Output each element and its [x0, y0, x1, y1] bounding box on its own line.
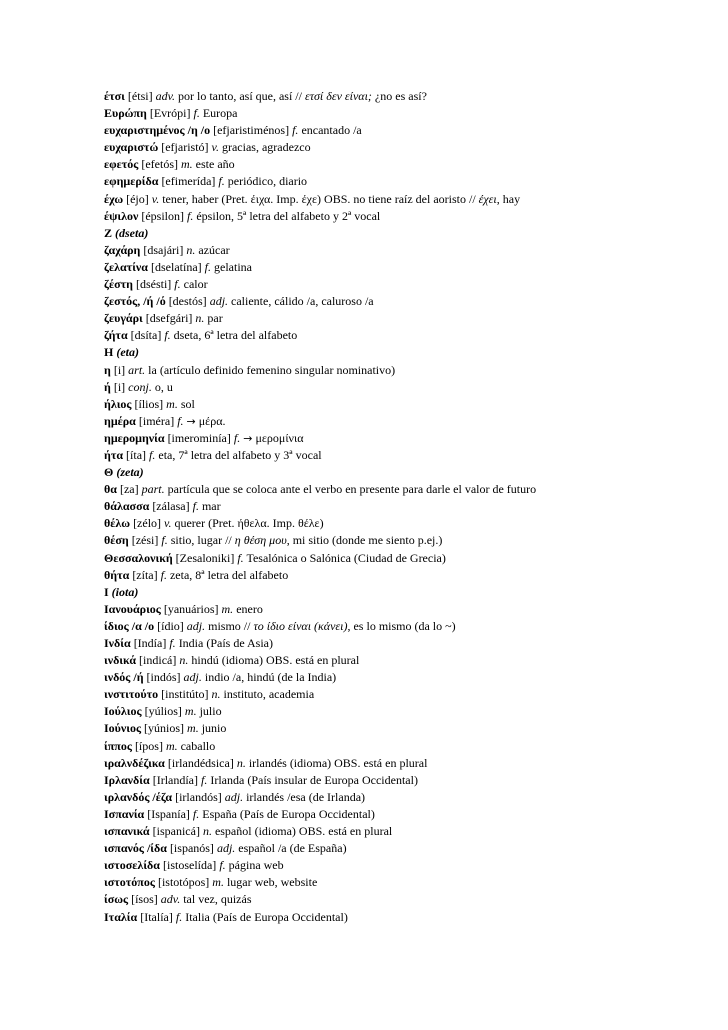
dictionary-entry — [104, 823, 619, 840]
entry-text: [zélo] — [130, 516, 165, 531]
entry-text: , mi sitio (donde me siento p.ej.) — [286, 533, 443, 548]
entry-text: mar — [198, 499, 221, 514]
dictionary-entry — [104, 105, 619, 122]
dictionary-entry — [104, 413, 619, 430]
letter-name: (iota) — [111, 584, 139, 599]
headword: θέση — [104, 533, 129, 548]
dictionary-entry — [104, 293, 619, 310]
headword: Ι — [104, 584, 109, 599]
entry-text: [étsi] — [124, 89, 156, 103]
italic-text: adv. — [155, 89, 175, 103]
dictionary-entry — [104, 840, 619, 857]
headword: ζέστη — [104, 277, 133, 292]
entry-text: Europa — [199, 106, 238, 121]
entry-text: tener, haber (Pret. έιχα. Imp. έχε) OBS. no tiene raíz del aoristo // — [159, 191, 479, 206]
italic-text: η θέση μου — [234, 533, 287, 548]
entry-text: partícula que se coloca ante el verbo en presente para darle el valor de futuro — [164, 482, 537, 497]
dictionary-entry — [104, 550, 619, 567]
dictionary-entry — [104, 310, 619, 327]
italic-text: m. — [184, 704, 197, 719]
headword: Θεσσαλονική — [104, 550, 173, 565]
headword: Ιρλανδία — [104, 772, 150, 787]
dictionary-entry — [104, 772, 619, 789]
entry-text: Italia (País de Europa Occidental) — [182, 909, 348, 924]
italic-text: art. — [128, 362, 146, 377]
entry-text: querer (Pret. ήθελα. Imp. θέλε) — [171, 516, 324, 531]
entry-text: [dselatína] — [148, 259, 205, 274]
italic-text: part. — [141, 482, 165, 497]
entry-text: [yanuários] — [160, 601, 222, 616]
entry-text: [éjo] — [123, 191, 152, 206]
dictionary-entry — [104, 567, 619, 584]
dictionary-entry — [104, 738, 619, 755]
entry-text: zeta, 8ª letra del alfabeto — [166, 567, 289, 582]
dictionary-entry — [104, 857, 619, 874]
entry-text: Tesalónica o Salónica (Ciudad de Grecia) — [243, 550, 446, 565]
entry-text: gelatina — [211, 259, 252, 274]
entry-text: instituto, academia — [220, 687, 315, 702]
headword: Ιούλιος — [104, 704, 142, 719]
entry-text: irlandés (idioma) OBS. está en plural — [245, 755, 428, 770]
italic-text: n. — [211, 687, 221, 702]
headword: ινδικά — [104, 653, 137, 668]
entry-text: por lo tanto, así que, así // — [175, 89, 305, 103]
headword: ίδιος /α /ο — [104, 618, 155, 633]
dictionary-entry — [104, 173, 619, 190]
italic-text: n. — [202, 824, 212, 839]
entry-text: hindú (idioma) OBS. está en plural — [188, 653, 360, 668]
dictionary-entry — [104, 720, 619, 737]
entry-text: mismo // — [205, 618, 254, 633]
entry-text: gracias, agradezco — [218, 140, 311, 155]
headword: ίσως — [104, 892, 129, 907]
italic-text: f. — [201, 772, 208, 787]
italic-text: m. — [187, 721, 199, 736]
headword: ινστιτούτο — [104, 687, 159, 702]
headword: Ισπανία — [104, 806, 145, 821]
headword: Ινδία — [104, 636, 131, 650]
headword: ιρλανδός /έζα — [104, 789, 173, 804]
entry-text: [íta] — [123, 447, 150, 462]
entry-text: [dsajári] — [140, 242, 187, 257]
entry-text: μερομίνια — [252, 430, 304, 445]
entry-text: [irlandós] — [172, 789, 225, 804]
entry-text: μέρα. — [195, 413, 226, 428]
italic-text: f. — [169, 636, 176, 650]
italic-text: v. — [164, 516, 172, 531]
dictionary-entry — [104, 669, 619, 686]
headword: έψιλον — [104, 208, 139, 223]
entry-text: caballo — [177, 738, 216, 753]
entry-text: [épsilon] — [138, 208, 188, 223]
entry-text: [destós] — [165, 294, 210, 309]
italic-text: conj. — [128, 379, 152, 394]
entry-text: [indicá] — [136, 653, 180, 668]
entry-text: azúcar — [195, 242, 230, 257]
letter-name: (eta) — [116, 345, 139, 360]
italic-text: v. — [151, 191, 160, 206]
headword: ίππος — [104, 738, 132, 753]
entry-text: [istotópos] — [154, 875, 213, 890]
italic-text: έχει — [478, 191, 497, 206]
entry-text: o, u — [151, 379, 173, 394]
dictionary-entry — [104, 156, 619, 173]
entry-text: [imerominía] — [164, 430, 234, 445]
headword: ζελατίνα — [104, 259, 148, 274]
dictionary-entry — [104, 225, 619, 242]
letter-name: (zeta) — [116, 465, 144, 480]
dictionary-entry — [104, 498, 619, 515]
italic-text: f. — [292, 123, 299, 138]
italic-text: f. — [219, 858, 226, 873]
italic-text: f. — [174, 277, 181, 292]
entry-text: [ispanós] — [166, 841, 217, 856]
italic-text: f. — [192, 499, 199, 514]
entry-text: [Irlandía] — [149, 772, 202, 787]
headword: εφετός — [104, 157, 139, 172]
entry-text: caliente, cálido /a, caluroso /a — [228, 294, 374, 309]
entry-text: [za] — [116, 482, 142, 497]
entry-text: [zési] — [128, 533, 162, 548]
headword: ήτα — [104, 447, 124, 462]
dictionary-entry — [104, 601, 619, 618]
italic-text: f. — [204, 259, 211, 274]
dictionary-entry — [104, 191, 619, 208]
dictionary-entry — [104, 396, 619, 413]
entry-text: indio /a, hindú (de la India) — [201, 670, 337, 685]
entry-text: [efetós] — [138, 157, 181, 172]
headword: ευχαριστημένος /η /ο — [104, 123, 211, 138]
dictionary-entry — [104, 652, 619, 669]
dictionary-entry — [104, 379, 619, 396]
entry-text: dseta, 6ª letra del alfabeto — [170, 328, 298, 343]
entry-text: calor — [180, 277, 208, 292]
headword: ή — [104, 379, 111, 394]
entry-text: [ípos] — [131, 738, 166, 753]
headword: ιραλνδέζικα — [104, 755, 165, 770]
headword: Ιούνιος — [104, 721, 142, 736]
headword: θάλασσα — [104, 499, 150, 514]
dictionary-entry — [104, 481, 619, 498]
italic-text: adj. — [186, 618, 206, 633]
dictionary-entry — [104, 789, 619, 806]
dictionary-entry — [104, 806, 619, 823]
italic-text: f. — [187, 208, 194, 223]
entry-text: [irlandédsica] — [164, 755, 237, 770]
italic-text: adj. — [224, 789, 244, 804]
entry-text: [iméra] — [135, 413, 178, 428]
entry-text: [yúlios] — [141, 704, 185, 719]
dictionary-entry — [104, 259, 619, 276]
dictionary-entry — [104, 139, 619, 156]
entry-text: este año — [192, 157, 235, 172]
entry-text: [ispanicá] — [149, 824, 203, 839]
dictionary-entry — [104, 122, 619, 139]
dictionary-entry — [104, 327, 619, 344]
headword: ισπανός /ίδα — [104, 841, 167, 856]
headword: ημερομηνία — [104, 430, 165, 445]
entry-text: [ísos] — [128, 892, 161, 907]
dictionary-entry — [104, 686, 619, 703]
headword: ημέρα — [104, 413, 136, 428]
italic-text: f. — [160, 567, 167, 582]
headword: ευχαριστώ — [104, 140, 159, 155]
italic-text: m. — [165, 738, 178, 753]
entry-text: [dsésti] — [132, 277, 175, 292]
arrow-icon: → — [186, 414, 196, 428]
dictionary-entry — [104, 362, 619, 379]
italic-text: f. — [192, 806, 200, 821]
italic-text: n. — [186, 242, 196, 257]
entry-text: , hay — [496, 191, 521, 206]
entry-text: [efimerída] — [158, 174, 219, 189]
dictionary-entry — [104, 208, 619, 225]
entry-text: [zíta] — [129, 567, 161, 582]
dictionary-entry — [104, 447, 619, 464]
entry-text: épsilon, 5ª letra del alfabeto y 2ª vocal — [193, 208, 381, 223]
headword: έχω — [104, 191, 124, 206]
entry-text: [efjaristó] — [158, 140, 212, 155]
italic-text: v. — [211, 140, 219, 155]
headword: Η — [104, 345, 114, 360]
headword: ζήτα — [104, 328, 128, 343]
dictionary-entry — [104, 584, 619, 601]
entry-text: [efjaristiménos] — [210, 123, 293, 138]
entry-text: [ídio] — [154, 618, 187, 633]
italic-text: adj. — [183, 670, 202, 685]
headword: ινδός /ή — [104, 670, 144, 685]
italic-text: adj. — [216, 841, 236, 856]
italic-text: m. — [212, 875, 224, 890]
headword: Θ — [104, 465, 114, 480]
dictionary-entry — [104, 755, 619, 772]
italic-text: m. — [221, 601, 234, 616]
dictionary-entry — [104, 88, 619, 105]
entry-text: [institúto] — [158, 687, 212, 702]
headword: Ιανουάριος — [104, 601, 161, 616]
headword: εφημερίδα — [104, 174, 159, 189]
entry-text: [Indía] — [130, 636, 170, 650]
headword: ζαχάρη — [104, 242, 141, 257]
entry-text: España (País de Europa Occidental) — [199, 806, 375, 821]
entry-text: [zálasa] — [149, 499, 193, 514]
italic-text: adj. — [209, 294, 229, 309]
entry-text: eta, 7ª letra del alfabeto y 3ª vocal — [155, 447, 322, 462]
italic-text: n. — [236, 755, 246, 770]
arrow-icon: → — [243, 431, 253, 445]
dictionary-entry — [104, 242, 619, 259]
headword: Ζ — [104, 225, 113, 240]
dictionary-entry — [104, 703, 619, 720]
entry-text: irlandés /esa (de Irlanda) — [243, 789, 366, 804]
entry-text: [i] — [110, 362, 129, 377]
headword: η — [104, 362, 111, 377]
entry-text: tal vez, quizás — [180, 892, 252, 907]
entry-text: encantado /a — [298, 123, 362, 138]
headword: ισπανικά — [104, 824, 150, 839]
italic-text: f. — [237, 550, 244, 565]
entry-text: India (País de Asia) — [175, 636, 273, 650]
dictionary-entry — [104, 635, 619, 652]
dictionary-entry — [104, 874, 619, 891]
dictionary-entry — [104, 276, 619, 293]
headword: ήλιος — [104, 396, 132, 411]
entry-text: [i] — [110, 379, 129, 394]
italic-text: f. — [164, 328, 171, 343]
entry-text: [indós] — [143, 670, 184, 685]
italic-text: ετσί δεν είναι; — [304, 89, 372, 103]
italic-text: το ίδιο είναι (κάνει) — [253, 618, 348, 633]
entry-text: Irlanda (País insular de Europa Occidental) — [207, 772, 418, 787]
entry-text: ¿no es así? — [371, 89, 427, 103]
headword: Ευρώπη — [104, 106, 147, 121]
entry-text: español /a (de España) — [235, 841, 347, 856]
italic-text: f. — [177, 413, 184, 428]
italic-text: f. — [149, 447, 156, 462]
entry-text: español (idioma) OBS. está en plural — [211, 824, 393, 839]
headword: ζευγάρι — [104, 311, 143, 326]
headword: θέλω — [104, 516, 131, 531]
entry-text: [istoselída] — [159, 858, 220, 873]
dictionary-entry — [104, 891, 619, 908]
letter-name: (dseta) — [115, 225, 149, 240]
entry-text: par — [204, 311, 223, 326]
headword: ζεστός, /ή /ό — [104, 294, 166, 309]
headword: θήτα — [104, 567, 130, 582]
italic-text: f. — [193, 106, 200, 121]
italic-text: f. — [218, 174, 225, 189]
dictionary-entry — [104, 430, 619, 447]
headword: έτσι — [104, 89, 125, 103]
italic-text: n. — [195, 311, 205, 326]
entry-text: periódico, diario — [224, 174, 308, 189]
dictionary-entry — [104, 618, 619, 635]
headword: ιστοσελίδα — [104, 858, 160, 873]
italic-text: f. — [233, 430, 241, 445]
entry-text: julio — [196, 704, 222, 719]
entry-text: la (artículo definido femenino singular nominativo) — [145, 362, 396, 377]
entry-text: [Italía] — [137, 909, 176, 924]
italic-text: m. — [166, 396, 178, 411]
entry-text: , es lo mismo (da lo ~) — [347, 618, 456, 633]
italic-text: f. — [175, 909, 183, 924]
headword: Ιταλία — [104, 909, 138, 924]
entry-text: enero — [233, 601, 263, 616]
entry-text: [dsefgári] — [142, 311, 196, 326]
entry-text: sol — [177, 396, 195, 411]
entry-text: junio — [198, 721, 227, 736]
entry-text: [Evrópi] — [146, 106, 194, 121]
dictionary-entry — [104, 344, 619, 361]
italic-text: m. — [181, 157, 193, 172]
dictionary-entry — [104, 532, 619, 549]
entry-text: [ílios] — [131, 396, 167, 411]
entry-text: [yúnios] — [141, 721, 188, 736]
italic-text: adv. — [160, 892, 181, 907]
entry-text: lugar web, website — [223, 875, 318, 890]
italic-text: f. — [161, 533, 168, 548]
headword: ιστοτόπος — [104, 875, 155, 890]
entry-text: [Zesaloniki] — [172, 550, 238, 565]
dictionary-entries — [104, 88, 619, 926]
entry-text: [dsíta] — [127, 328, 165, 343]
dictionary-entry — [104, 909, 619, 926]
dictionary-entry — [104, 515, 619, 532]
entry-text: [Ispanía] — [144, 806, 193, 821]
entry-text: sitio, lugar // — [167, 533, 235, 548]
headword: θα — [104, 482, 117, 497]
italic-text: n. — [179, 653, 189, 668]
dictionary-entry — [104, 464, 619, 481]
entry-text: página web — [225, 858, 284, 873]
